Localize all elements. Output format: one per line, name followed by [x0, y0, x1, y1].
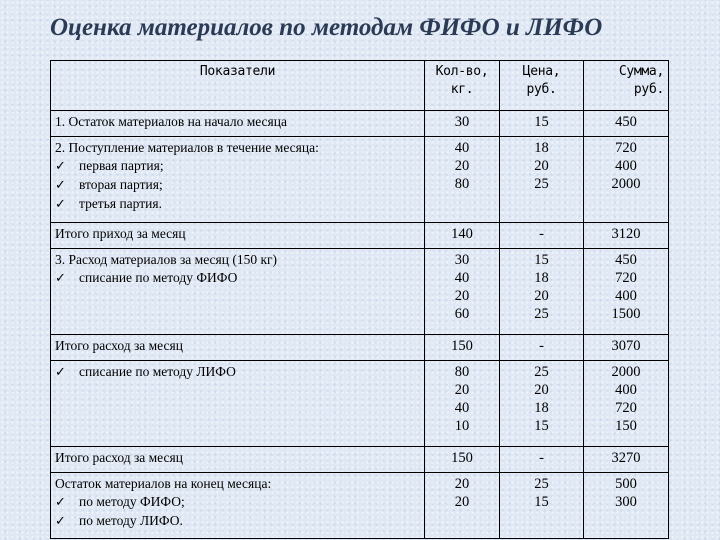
- cell-sum: [584, 223, 669, 249]
- label-text: списание по методу ФИФО: [79, 270, 238, 285]
- label-line: [55, 176, 420, 195]
- qty-value: 20: [454, 288, 470, 304]
- label-text: вторая партия;: [79, 177, 163, 192]
- cell-sum: [584, 361, 669, 447]
- label-text: списание по методу ЛИФО: [79, 364, 236, 379]
- header-sum-line: руб.: [633, 82, 664, 97]
- header-quantity-line: кг.: [450, 82, 474, 97]
- label-line: [55, 493, 420, 512]
- qty-value: 30: [454, 252, 470, 268]
- cell-qty: [425, 361, 500, 447]
- sum-value: 1500: [611, 306, 641, 322]
- label-line: [55, 113, 420, 131]
- cell-qty: [425, 473, 500, 539]
- sum-value: 720: [615, 270, 637, 286]
- qty-value: 140: [451, 226, 473, 242]
- price-value: 25: [534, 306, 549, 322]
- sum-value: 3070: [611, 338, 641, 354]
- table-row: [51, 249, 669, 335]
- header-quantity: [425, 61, 500, 111]
- qty-value: 20: [454, 158, 470, 174]
- label-text: Остаток материалов на конец месяца:: [55, 476, 272, 491]
- qty-value: 60: [454, 306, 470, 322]
- qty-value: 30: [454, 114, 470, 130]
- label-line: [55, 195, 420, 214]
- sum-value: 150: [615, 418, 637, 434]
- price-value: 15: [534, 494, 549, 510]
- label-line: [55, 512, 420, 531]
- check-mark-icon: ✓: [55, 514, 66, 529]
- price-value: 18: [534, 140, 549, 156]
- header-sum: [584, 61, 669, 111]
- qty-value: 20: [454, 382, 470, 398]
- table-body: [51, 111, 669, 539]
- label-line: [55, 157, 420, 176]
- price-value: -: [539, 226, 544, 242]
- page-title: Оценка материалов по методам ФИФО и ЛИФО: [50, 14, 603, 41]
- sum-value: 400: [615, 158, 637, 174]
- sum-value: 450: [615, 252, 637, 268]
- qty-value: 20: [454, 494, 470, 510]
- table-row: [51, 335, 669, 361]
- price-value: 18: [534, 400, 549, 416]
- cell-qty: [425, 223, 500, 249]
- sum-value: 3120: [611, 226, 641, 242]
- check-mark-icon: ✓: [55, 197, 66, 212]
- sum-value: 500: [615, 476, 637, 492]
- qty-value: 10: [454, 418, 470, 434]
- label-text: по методу ФИФО;: [79, 494, 185, 509]
- valuation-table: [50, 60, 669, 539]
- sum-value: 2000: [611, 364, 641, 380]
- qty-value: 150: [451, 450, 473, 466]
- sum-value: 300: [615, 494, 637, 510]
- cell-qty: [425, 111, 500, 137]
- label-text: Итого приход за месяц: [55, 226, 186, 241]
- price-value: 20: [534, 288, 549, 304]
- row-label-cell: [51, 137, 425, 223]
- check-mark-icon: ✓: [55, 159, 66, 174]
- label-line: [55, 363, 420, 382]
- sum-value: 450: [615, 114, 637, 130]
- sum-value: 3270: [611, 450, 641, 466]
- sum-value: 400: [615, 382, 637, 398]
- row-label-cell: [51, 361, 425, 447]
- label-line: [55, 139, 420, 157]
- header-price: Цена, руб.: [500, 61, 584, 111]
- label-line: [55, 269, 420, 288]
- cell-qty: [425, 335, 500, 361]
- label-line: [55, 449, 420, 467]
- qty-value: 80: [454, 364, 470, 380]
- cell-qty: [425, 137, 500, 223]
- cell-qty: [425, 249, 500, 335]
- check-mark-icon: ✓: [55, 271, 66, 286]
- label-text: 2. Поступление материалов в течение месяца:: [55, 140, 319, 155]
- qty-value: 80: [454, 176, 470, 192]
- check-mark-icon: ✓: [55, 178, 66, 193]
- cell-sum: [584, 111, 669, 137]
- row-label-cell: [51, 447, 425, 473]
- row-label-cell: [51, 249, 425, 335]
- label-line: [55, 337, 420, 355]
- label-text: Итого расход за месяц: [55, 338, 183, 353]
- cell-price: [500, 137, 584, 223]
- label-text: по методу ЛИФО.: [79, 513, 183, 528]
- label-line: [55, 475, 420, 493]
- table-row: [51, 361, 669, 447]
- check-mark-icon: ✓: [55, 495, 66, 510]
- price-value: -: [539, 450, 544, 466]
- cell-sum: [584, 447, 669, 473]
- price-value: 15: [534, 418, 549, 434]
- sum-value: 2000: [611, 176, 641, 192]
- qty-value: 40: [454, 400, 470, 416]
- label-text: Итого расход за месяц: [55, 450, 183, 465]
- cell-sum: [584, 473, 669, 539]
- sum-value: 720: [615, 140, 637, 156]
- price-value: 25: [534, 176, 549, 192]
- header-quantity-line: Кол-во,: [435, 64, 489, 79]
- row-label-cell: [51, 473, 425, 539]
- price-value: 15: [534, 114, 549, 130]
- sum-value: 720: [615, 400, 637, 416]
- price-value: -: [539, 338, 544, 354]
- sum-value: 400: [615, 288, 637, 304]
- label-text: третья партия.: [79, 196, 162, 211]
- qty-value: 20: [454, 476, 470, 492]
- row-label-cell: [51, 223, 425, 249]
- price-value: 15: [534, 252, 549, 268]
- price-value: 20: [534, 382, 549, 398]
- cell-price: [500, 361, 584, 447]
- qty-value: 150: [451, 338, 473, 354]
- cell-sum: [584, 137, 669, 223]
- price-value: 25: [534, 364, 549, 380]
- cell-price: [500, 473, 584, 539]
- price-value: 25: [534, 476, 549, 492]
- cell-price: [500, 249, 584, 335]
- price-value: 20: [534, 158, 549, 174]
- label-text: 3. Расход материалов за месяц (150 кг): [55, 252, 278, 267]
- cell-price: [500, 111, 584, 137]
- table-row: [51, 111, 669, 137]
- label-line: [55, 251, 420, 269]
- row-label-cell: [51, 335, 425, 361]
- check-mark-icon: ✓: [55, 365, 66, 380]
- cell-qty: [425, 447, 500, 473]
- cell-sum: [584, 335, 669, 361]
- cell-price: [500, 447, 584, 473]
- label-text: 1. Остаток материалов на начало месяца: [55, 114, 287, 129]
- row-label-cell: [51, 111, 425, 137]
- table-row: [51, 137, 669, 223]
- label-text: первая партия;: [79, 158, 164, 173]
- qty-value: 40: [454, 270, 470, 286]
- header-sum-line: Сумма,: [618, 64, 664, 79]
- cell-sum: [584, 249, 669, 335]
- cell-price: [500, 223, 584, 249]
- label-line: [55, 225, 420, 243]
- cell-price: [500, 335, 584, 361]
- qty-value: 40: [454, 140, 470, 156]
- table-row: [51, 223, 669, 249]
- price-value: 18: [534, 270, 549, 286]
- table-row: [51, 473, 669, 539]
- header-indicator: Показатели: [51, 61, 425, 111]
- table-row: [51, 447, 669, 473]
